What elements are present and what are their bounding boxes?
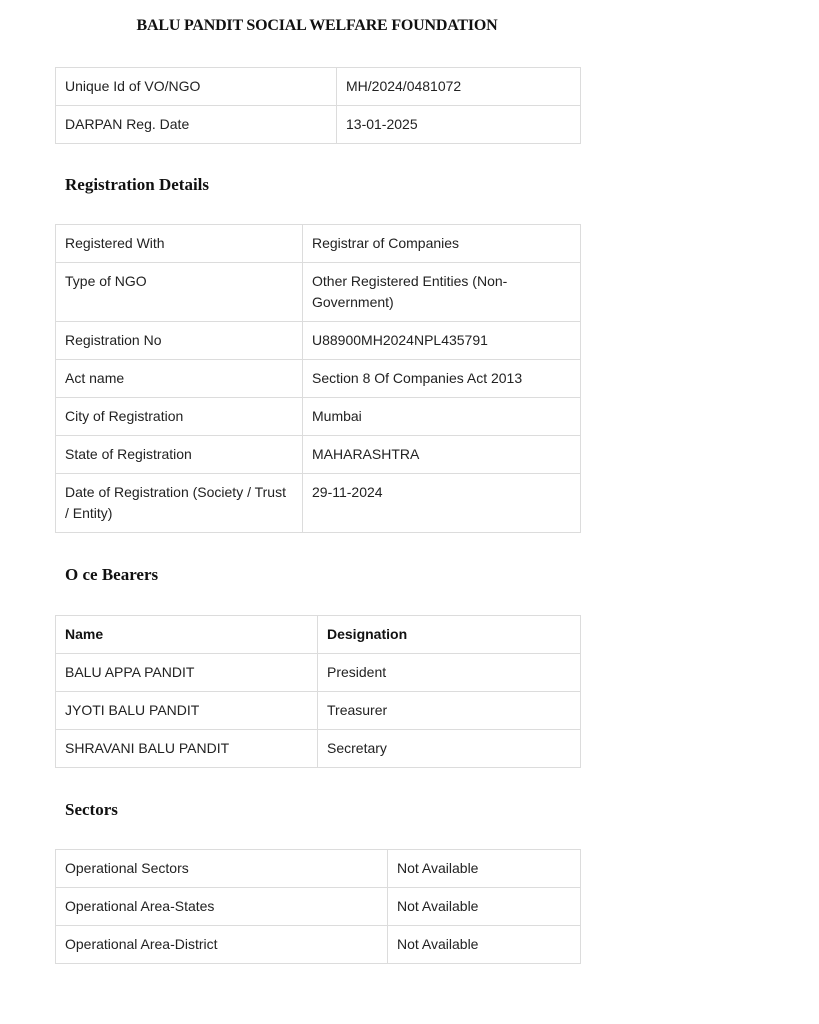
ngo-type-value: Other Registered Entities (Non-Government) <box>303 263 581 322</box>
bearer-designation: Treasurer <box>318 692 581 730</box>
registration-details-table <box>55 224 581 533</box>
bearer-name: JYOTI BALU PANDIT <box>56 692 318 730</box>
table-row <box>56 398 581 436</box>
operational-districts-label: Operational Area-District <box>56 926 388 964</box>
ngo-type-label: Type of NGO <box>56 263 303 322</box>
act-name-value: Section 8 Of Companies Act 2013 <box>303 360 581 398</box>
table-row <box>56 360 581 398</box>
table-row <box>56 926 581 964</box>
registration-state-value: MAHARASHTRA <box>303 436 581 474</box>
registration-city-value: Mumbai <box>303 398 581 436</box>
registration-no-label: Registration No <box>56 322 303 360</box>
table-row <box>56 263 581 322</box>
table-row <box>56 322 581 360</box>
office-bearers-table <box>55 615 581 768</box>
registration-city-label: City of Registration <box>56 398 303 436</box>
unique-id-value: MH/2024/0481072 <box>337 68 581 106</box>
table-row <box>56 436 581 474</box>
operational-states-value: Not Available <box>388 888 581 926</box>
table-row <box>56 850 581 888</box>
operational-sectors-label: Operational Sectors <box>56 850 388 888</box>
bearer-name: BALU APPA PANDIT <box>56 654 318 692</box>
table-row <box>56 106 581 144</box>
bearer-designation: Secretary <box>318 730 581 768</box>
table-row <box>56 730 581 768</box>
designation-column-header: Designation <box>318 616 581 654</box>
table-row <box>56 888 581 926</box>
table-row <box>56 68 581 106</box>
office-bearers-heading: O ce Bearers <box>65 565 159 584</box>
unique-id-label: Unique Id of VO/NGO <box>56 68 337 106</box>
name-column-header: Name <box>56 616 318 654</box>
table-row <box>56 654 581 692</box>
operational-sectors-value: Not Available <box>388 850 581 888</box>
registration-details-heading: Registration Details <box>65 175 210 194</box>
operational-states-label: Operational Area-States <box>56 888 388 926</box>
table-row <box>56 474 581 533</box>
sectors-table <box>55 849 581 964</box>
table-header-row <box>56 616 581 654</box>
registration-state-label: State of Registration <box>56 436 303 474</box>
sectors-heading: Sectors <box>65 800 118 819</box>
darpan-reg-date-value: 13-01-2025 <box>337 106 581 144</box>
darpan-reg-date-label: DARPAN Reg. Date <box>56 106 337 144</box>
registered-with-value: Registrar of Companies <box>303 225 581 263</box>
basic-info-table <box>55 67 581 144</box>
bearer-designation: President <box>318 654 581 692</box>
organization-title: BALU PANDIT SOCIAL WELFARE FOUNDATION <box>136 17 498 34</box>
bearer-name: SHRAVANI BALU PANDIT <box>56 730 318 768</box>
table-row <box>56 225 581 263</box>
registration-date-value: 29-11-2024 <box>303 474 581 533</box>
registration-date-label: Date of Registration (Society / Trust / Entity) <box>56 474 303 533</box>
registered-with-label: Registered With <box>56 225 303 263</box>
act-name-label: Act name <box>56 360 303 398</box>
table-row <box>56 692 581 730</box>
operational-districts-value: Not Available <box>388 926 581 964</box>
registration-no-value: U88900MH2024NPL435791 <box>303 322 581 360</box>
